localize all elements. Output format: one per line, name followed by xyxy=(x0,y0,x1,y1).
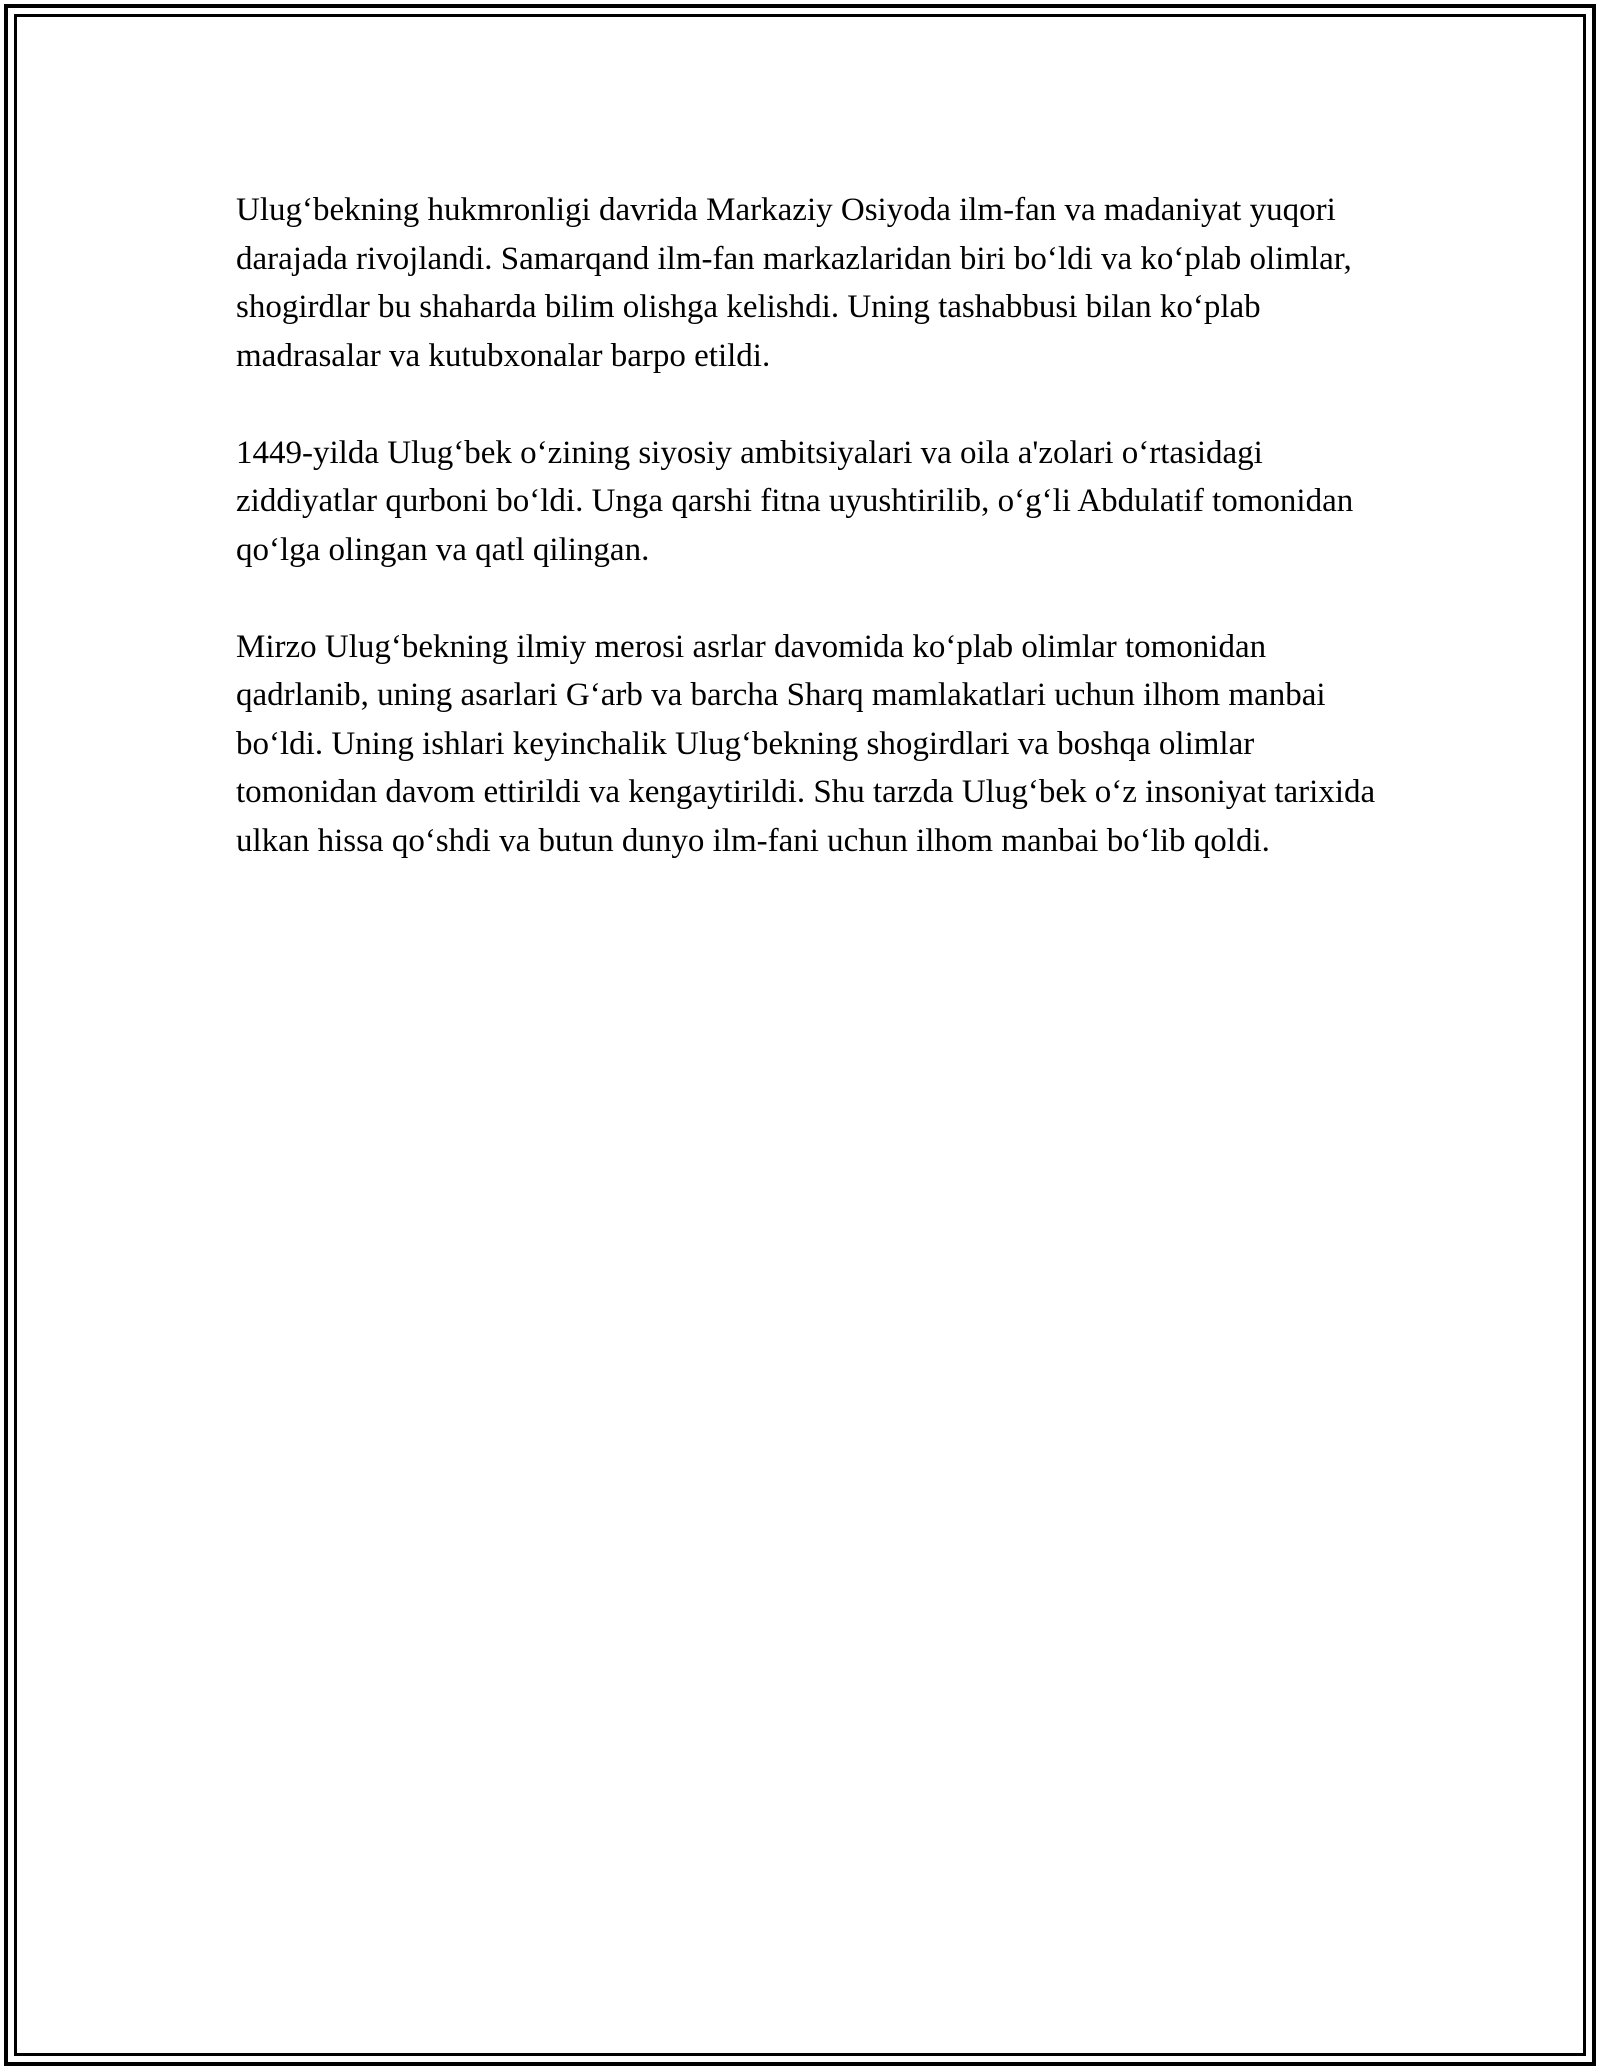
paragraph-1: Ulug‘bekning hukmronligi davrida Markaziy Osiyoda ilm-fan va madaniyat yuqori darajada rivojlandi. Samarqand ilm-fan markazlaridan biri bo‘ldi va ko‘plab olimlar, shogirdlar bu shaharda bilim olishga kelishdi. Uning tashabbusi bilan ko‘plab madrasalar va kutubxonalar barpo etildi. xyxy=(236,192,1352,374)
paragraph-2: 1449-yilda Ulug‘bek o‘zining siyosiy ambitsiyalari va oila a'zolari o‘rtasidagi ziddiyatlar qurboni bo‘ldi. Unga qarshi fitna uyushtirilib, o‘g‘li Abdulatif tomonidan qo‘lga olingan va qatl qilingan. xyxy=(236,434,1354,568)
paragraph-3: Mirzo Ulug‘bekning ilmiy merosi asrlar davomida ko‘plab olimlar tomonidan qadrlanib, uning asarlari G‘arb va barcha Sharq mamlakatlari uchun ilhom manbai bo‘ldi. Uning ishlari keyinchalik Ulug‘bekning shogirdlari va boshqa olimlar tomonidan davom ettirildi va kengaytirildi. Shu tarzda Ulug‘bek o‘z insoniyat tarixida ulkan hissa qo‘shdi va butun dunyo ilm-fani uchun ilhom manbai bo‘lib qoldi. xyxy=(236,628,1376,859)
document-body xyxy=(236,186,1376,914)
